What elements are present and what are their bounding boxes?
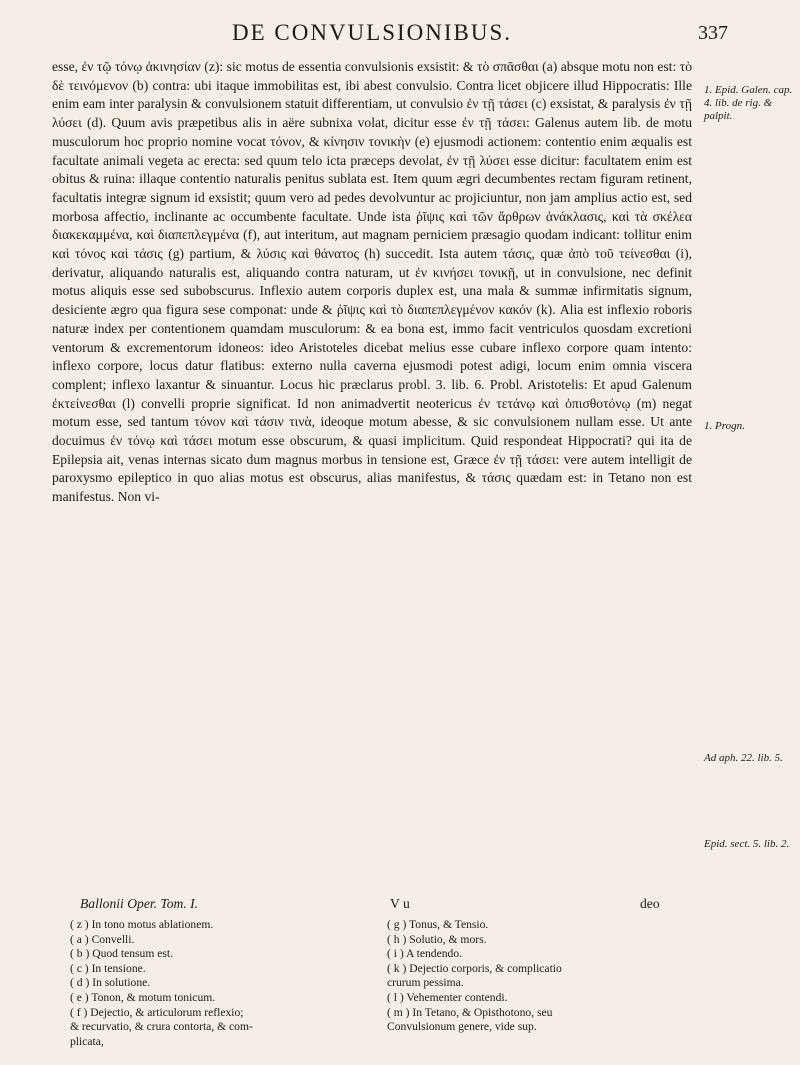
footnote: ( c ) In tensione.: [70, 961, 146, 975]
footnote: ( b ) Quod tensum est.: [70, 947, 174, 961]
running-title: DE CONVULSIONIBUS.: [231, 20, 513, 45]
footnote: ( h ) Solutio, & mors.: [387, 932, 487, 946]
footnote: ( k ) Dejectio corporis, & complicatio: [387, 961, 562, 975]
signature-letter: V u: [390, 896, 410, 911]
margin-note: Epid. sect. 5. lib. 2.: [704, 838, 790, 850]
margin-note: 1. Progn.: [704, 420, 745, 432]
footnotes-left-column: [70, 918, 363, 1049]
footnote: ( z ) In tono motus ablationem.: [70, 918, 214, 931]
footnote: ( a ) Convelli.: [70, 932, 135, 946]
footnote: ( l ) Vehementer contendi.: [387, 990, 508, 1004]
footnote: ( e ) Tonon, & motum tonicum.: [70, 990, 216, 1004]
footnote: ( f ) Dejectio, & articulorum reflexio;: [70, 1005, 244, 1019]
page-number: 337: [698, 22, 728, 44]
footnotes: [70, 918, 680, 1049]
footnote: ( m ) In Tetano, & Opisthotono, seu: [387, 1005, 553, 1019]
footnote: ( i ) A tendendo.: [387, 947, 463, 961]
signature-mark: Ballonii Oper. Tom. I.: [80, 896, 199, 911]
footnote: ( d ) In solutione.: [70, 976, 151, 990]
footnotes-right-column: [387, 918, 680, 1049]
main-text: [52, 58, 692, 507]
footnote: & recurvatio, & crura contorta, & com-: [70, 1020, 253, 1034]
footnote: ( g ) Tonus, & Tensio.: [387, 918, 489, 931]
catchword: deo: [640, 896, 660, 911]
page-header: [52, 20, 728, 50]
margin-note: Ad aph. 22. lib. 5.: [704, 752, 783, 764]
body-paragraph: esse, ἐν τῷ τόνῳ ἀκινησίαν (z): sic motus de essentia convulsionis exsistit: & τὸ σπᾶσθαι (a) absque motu non est: τὸ δὲ τεινόμενον (b) contra: ubi itaque immobilitas est, ibi abest convulsio. Contra licet objicere illud Hippocratis: Ille enim eam inter paralysin & convulsionem statuit differentiam, ut convulsio ἐν τῇ τάσει (c) exsistat, & paralysis ἐν τῇ λύσει (d). Quum avis præpetibus alis in aëre subnixa volat, dicitur esse ἐν τῇ τάσει: Galenus autem lib. de motu musculorum hoc proprio nomine vocat τόνον, & κίνησιν τονικὴν (e) ejusmodi actionem: contentio enim æqualis est facultate animali vegeta ac erecta: sed quum telo icta præceps devolat, ἐν τῇ λύσει esse dicitur: facultatem enim est obitus & ruina: illaque contentio naturalis penitus sublata est. Item quum ægri decumbentes rectam figuram retinent, facultatis integræ signum id exsistit; quum vero ad pedes devolvuntur ac projiciuntur, non jam amplius actio est, sed morbosa affectio, inclinante ac occumbente facultate. Unde ista ῥῖψις καὶ τῶν ἄρθρων ἀνάκλασις, καὶ τὰ σκέλεα διακεκαμμένα, καὶ διαπεπλεγμένα (f), aut interitum, aut magnam perniciem præsagio quodam indicant: tollitur enim καὶ τόνος καὶ τάσις (g) partium, & λύσις καὶ θάνατος (h) succedit. Ista autem τάσις, quæ ἀπὸ τοῦ τείνεσθαι (i), derivatur, aliquando naturalis est, aliquando contra naturam, ut ἐν κινήσει τονικῇ, ut in convulsione, nec definit motus aliquis esse sed subobscurus. Inflexio autem corporis duplex est, una mala & summæ infirmitatis signum, desiciente ægro qua figura sese componat: unde & ῥῖψις καὶ τὸ διαπεπλεγμένον κακόν (k). Alia est inflexio roboris naturæ index per contentionem quamdam musculorum: & ea bona est, immo facit ventriculos quosdam excretioni ventorum & excrementorum idoneos: ideo Aristoteles dicebat melius esse cubare inflexo corpore quam intento: inflexo corpore, locus datur flatibus: externo nulla caverna ejusmodi potest adigi, locum enim omnia viscera complent; inflexo laxantur & sinuantur. Locus hic præclarus probl. 3. lib. 6. Probl. Aristotelis: Et apud Galenum ἐκτείνεσθαι (l) convelli proprie significat. Id non animadvertit neotericus ἐν τετάνῳ καὶ ὀπισθοτόνῳ (m) negat motum esse, sed tantum τόνον καὶ τάσιν τινὰ, ideoque motum abesse, & sic convulsionem nullam esse. Ut ante docuimus ἐν τόνῳ καὶ τάσει motum esse obscurum, & quasi implicitum. Quid respondeat Hippocrati? qui ita de Epilepsia ait, venas internas sicato dum magnus morbus in tensione est, Græce ἐν τῇ τάσει: vere autem intelligit de paroxysmo epileptico in quo alias motus est obscurus, alias manifestus, & τάσις quædam est: in Tetano non est manifestus. Non vi-: [52, 59, 692, 505]
footnote: Convulsionum genere, vide sup.: [387, 1020, 537, 1034]
margin-note: 1. Epid. Galen. cap. 4. lib. de rig. & palpit.: [704, 84, 793, 122]
footnote: plicata,: [70, 1034, 104, 1048]
footnote: crurum pessima.: [387, 976, 464, 990]
